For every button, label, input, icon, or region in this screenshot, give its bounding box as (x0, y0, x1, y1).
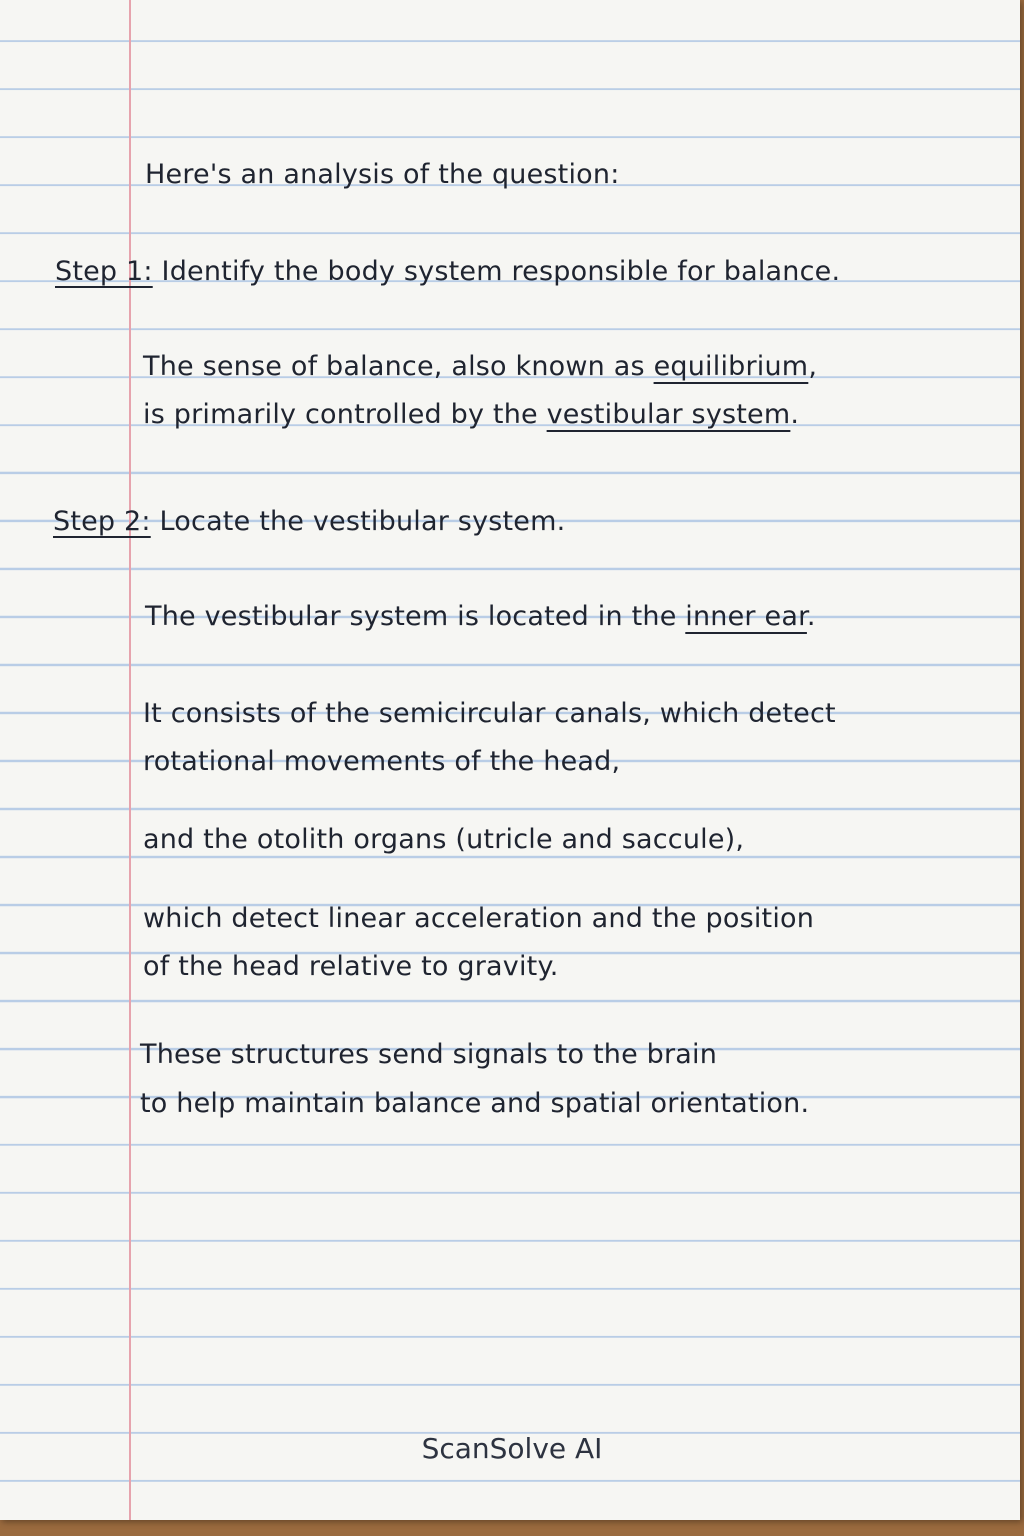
para-3-line-2: of the head relative to gravity. (143, 951, 559, 982)
step-1-line-1 (143, 350, 817, 384)
para-4-line-2: to help maintain balance and spatial orientation. (140, 1088, 810, 1119)
step-1-label: Step 1: (55, 256, 153, 287)
step-1-heading: Identify the body system responsible for balance. (161, 256, 841, 287)
location-punct: . (806, 601, 816, 632)
location-text: The vestibular system is located in the (145, 601, 686, 632)
footer-brand: ScanSolve AI (421, 1432, 603, 1465)
term-vestibular-system: vestibular system (546, 399, 791, 430)
para-1-line-2: rotational movements of the head, (143, 746, 621, 777)
term-equilibrium: equilibrium (653, 351, 809, 382)
para-2-line-1: and the otolith organs (utricle and saccule), (143, 824, 745, 855)
intro-text: Here's an analysis of the question: (145, 159, 620, 190)
step-2-heading: Locate the vestibular system. (159, 506, 566, 537)
para-1-line-1: It consists of the semicircular canals, which detect (143, 698, 836, 729)
location-line (145, 600, 816, 634)
para-4-line-1: These structures send signals to the brain (140, 1039, 718, 1070)
margin-line (129, 0, 131, 1520)
step-1-line-1-punct: , (808, 351, 818, 382)
step-1-line-2-text: is primarily controlled by the (143, 399, 547, 430)
step-1-line-1-text: The sense of balance, also known as (143, 351, 654, 382)
para-3-line-1: which detect linear acceleration and the position (143, 903, 815, 934)
step-1-row (55, 255, 840, 289)
term-inner-ear: inner ear (685, 601, 807, 632)
step-2-label: Step 2: (53, 506, 151, 537)
step-1-line-2-punct: . (790, 399, 800, 430)
step-1-line-2 (143, 398, 799, 432)
step-2-row (53, 505, 565, 539)
